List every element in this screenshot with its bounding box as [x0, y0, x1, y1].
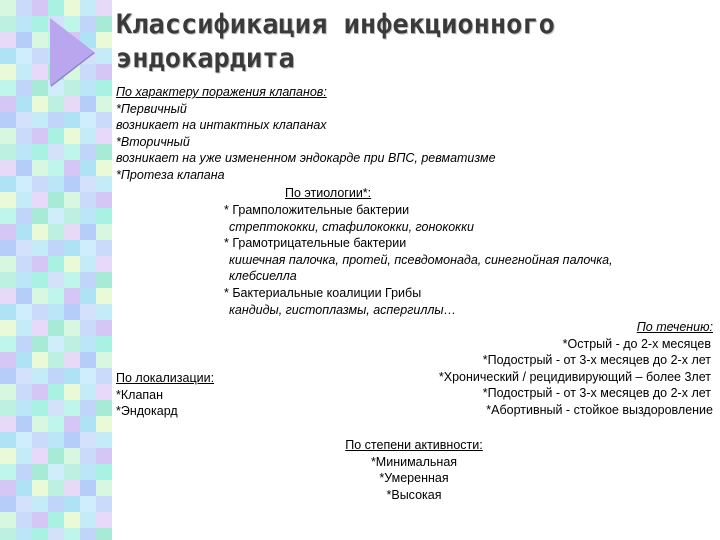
mosaic-tile: [64, 208, 80, 224]
valve-damage-line: возникает на уже измененном эндокарде при ВПС, ревматизме: [116, 151, 496, 166]
mosaic-tile: [96, 288, 112, 304]
mosaic-tile: [32, 64, 48, 80]
mosaic-tile: [32, 256, 48, 272]
mosaic-tile: [80, 0, 96, 16]
mosaic-tile: [32, 336, 48, 352]
mosaic-tile: [48, 144, 64, 160]
mosaic-tile: [64, 224, 80, 240]
mosaic-tile: [0, 112, 16, 128]
mosaic-tile: [48, 528, 64, 540]
mosaic-tile: [64, 400, 80, 416]
mosaic-tile: [96, 208, 112, 224]
mosaic-tile: [96, 368, 112, 384]
page-title: Классификация инфекционного эндокардита: [116, 9, 555, 74]
mosaic-tile: [16, 272, 32, 288]
activity-heading: По степени активности:: [345, 438, 483, 452]
mosaic-tile: [0, 512, 16, 528]
course-line: *Подострый - от 3-х месяцев до 2-х лет: [482, 353, 711, 368]
mosaic-tile: [16, 48, 32, 64]
mosaic-tile: [80, 256, 96, 272]
mosaic-tile: [32, 160, 48, 176]
mosaic-tile: [80, 528, 96, 540]
mosaic-tile: [16, 432, 32, 448]
mosaic-tile: [64, 448, 80, 464]
mosaic-tile: [48, 304, 64, 320]
mosaic-tile: [80, 112, 96, 128]
triangle-play-icon: [50, 18, 94, 86]
mosaic-tile: [16, 112, 32, 128]
mosaic-tile: [48, 384, 64, 400]
mosaic-tile: [96, 80, 112, 96]
valve-damage-section: [116, 84, 496, 184]
mosaic-tile: [32, 32, 48, 48]
mosaic-tile: [16, 96, 32, 112]
mosaic-tile: [48, 128, 64, 144]
mosaic-tile: [0, 464, 16, 480]
mosaic-tile: [0, 80, 16, 96]
mosaic-tile: [64, 0, 80, 16]
mosaic-tile: [32, 400, 48, 416]
mosaic-tile: [96, 400, 112, 416]
mosaic-tile: [32, 368, 48, 384]
mosaic-tile: [0, 288, 16, 304]
mosaic-tile: [48, 512, 64, 528]
mosaic-tile: [32, 176, 48, 192]
mosaic-tile: [96, 224, 112, 240]
mosaic-tile: [96, 176, 112, 192]
mosaic-tile: [0, 400, 16, 416]
mosaic-tile: [48, 352, 64, 368]
mosaic-tile: [80, 352, 96, 368]
mosaic-tile: [96, 256, 112, 272]
mosaic-tile: [80, 416, 96, 432]
mosaic-tile: [80, 384, 96, 400]
mosaic-tile: [32, 48, 48, 64]
mosaic-tile: [80, 272, 96, 288]
mosaic-tile: [16, 320, 32, 336]
mosaic-tile: [0, 96, 16, 112]
valve-damage-heading: По характеру поражения клапанов:: [116, 85, 327, 99]
mosaic-tile: [80, 144, 96, 160]
course-line: *Абортивный - стойкое выздоровление: [486, 402, 713, 417]
mosaic-tile: [80, 176, 96, 192]
mosaic-tile: [16, 128, 32, 144]
etiology-line: кишечная палочка, протей, псевдомонада, синегнойная палочка,: [229, 252, 613, 267]
mosaic-tile: [0, 32, 16, 48]
mosaic-tile: [32, 528, 48, 540]
mosaic-tile: [96, 64, 112, 80]
mosaic-tile: [64, 128, 80, 144]
etiology-line: стрептококки, стафилококки, гонококки: [229, 219, 474, 234]
mosaic-tile: [0, 64, 16, 80]
mosaic-tile: [16, 384, 32, 400]
course-heading: По течению:: [636, 320, 713, 334]
mosaic-tile: [0, 256, 16, 272]
mosaic-tile: [0, 496, 16, 512]
mosaic-tile: [48, 336, 64, 352]
mosaic-tile: [96, 96, 112, 112]
mosaic-tile: [16, 0, 32, 16]
mosaic-tile: [96, 336, 112, 352]
mosaic-tile: [0, 432, 16, 448]
mosaic-tile: [0, 384, 16, 400]
mosaic-tile: [16, 464, 32, 480]
mosaic-tile: [32, 448, 48, 464]
mosaic-tile: [64, 144, 80, 160]
mosaic-tile: [48, 112, 64, 128]
mosaic-tile: [0, 352, 16, 368]
mosaic-tile: [96, 416, 112, 432]
mosaic-tile: [0, 208, 16, 224]
mosaic-tile: [0, 160, 16, 176]
mosaic-tile: [96, 320, 112, 336]
mosaic-tile: [96, 0, 112, 16]
mosaic-tile: [32, 272, 48, 288]
mosaic-tile: [32, 304, 48, 320]
mosaic-tile: [96, 160, 112, 176]
mosaic-tile: [64, 512, 80, 528]
mosaic-tile: [0, 224, 16, 240]
course-section: [439, 319, 713, 419]
mosaic-tile: [64, 112, 80, 128]
mosaic-tile: [64, 464, 80, 480]
mosaic-tile: [48, 176, 64, 192]
mosaic-tile: [64, 192, 80, 208]
mosaic-tile: [32, 224, 48, 240]
mosaic-tile: [16, 304, 32, 320]
mosaic-tile: [80, 496, 96, 512]
mosaic-tile: [64, 368, 80, 384]
mosaic-tile: [64, 336, 80, 352]
etiology-line: * Бактериальные коалиции Грибы: [224, 285, 422, 300]
mosaic-tile: [96, 240, 112, 256]
course-line: *Острый - до 2-х месяцев: [562, 336, 711, 351]
mosaic-tile: [0, 480, 16, 496]
mosaic-tile: [16, 144, 32, 160]
mosaic-tile: [48, 256, 64, 272]
mosaic-tile: [32, 384, 48, 400]
mosaic-tile: [64, 96, 80, 112]
mosaic-tile: [48, 160, 64, 176]
mosaic-tile: [32, 112, 48, 128]
mosaic-tile: [32, 192, 48, 208]
etiology-heading: По этиологии*:: [285, 186, 372, 200]
mosaic-tile: [80, 208, 96, 224]
mosaic-tile: [48, 240, 64, 256]
activity-line: *Умеренная: [379, 471, 449, 486]
mosaic-tile: [64, 160, 80, 176]
mosaic-tile: [48, 288, 64, 304]
mosaic-tile: [96, 32, 112, 48]
mosaic-tile: [48, 448, 64, 464]
mosaic-tile: [0, 144, 16, 160]
mosaic-tile: [32, 432, 48, 448]
mosaic-tile: [64, 384, 80, 400]
mosaic-tile: [96, 144, 112, 160]
mosaic-tile: [64, 480, 80, 496]
course-line: *Хронический / рецидивирующий – более 3лет: [438, 369, 711, 384]
mosaic-tile: [96, 192, 112, 208]
mosaic-tile: [64, 240, 80, 256]
mosaic-tile: [96, 304, 112, 320]
mosaic-tile: [16, 224, 32, 240]
mosaic-tile: [96, 432, 112, 448]
mosaic-tile: [48, 96, 64, 112]
mosaic-tile: [16, 352, 32, 368]
etiology-line: клебсиелла: [229, 269, 297, 284]
mosaic-tile: [96, 464, 112, 480]
mosaic-tile: [0, 528, 16, 540]
mosaic-tile: [64, 256, 80, 272]
mosaic-tile: [16, 528, 32, 540]
mosaic-tile: [0, 240, 16, 256]
mosaic-tile: [32, 496, 48, 512]
mosaic-tile: [48, 496, 64, 512]
mosaic-tile: [80, 304, 96, 320]
mosaic-tile: [96, 272, 112, 288]
mosaic-tile: [48, 208, 64, 224]
mosaic-tile: [32, 480, 48, 496]
mosaic-tile: [16, 448, 32, 464]
mosaic-tile: [16, 16, 32, 32]
mosaic-tile: [96, 528, 112, 540]
valve-damage-line: возникает на интактных клапанах: [116, 118, 327, 133]
mosaic-tile: [32, 320, 48, 336]
mosaic-tile: [64, 272, 80, 288]
mosaic-tile: [80, 192, 96, 208]
mosaic-tile: [80, 480, 96, 496]
mosaic-tile: [0, 368, 16, 384]
mosaic-tile: [16, 208, 32, 224]
mosaic-tile: [64, 528, 80, 540]
mosaic-tile: [16, 400, 32, 416]
mosaic-tile: [64, 496, 80, 512]
mosaic-tile: [48, 192, 64, 208]
mosaic-tile: [16, 368, 32, 384]
mosaic-tile: [96, 448, 112, 464]
mosaic-tile: [80, 128, 96, 144]
mosaic-tile: [80, 224, 96, 240]
mosaic-tile: [16, 416, 32, 432]
mosaic-tile: [0, 128, 16, 144]
mosaic-tile: [16, 32, 32, 48]
mosaic-tile: [64, 304, 80, 320]
mosaic-tile: [16, 512, 32, 528]
mosaic-tile: [16, 192, 32, 208]
mosaic-tile: [16, 496, 32, 512]
mosaic-tile: [32, 208, 48, 224]
activity-section: [314, 437, 514, 503]
etiology-section: [224, 202, 613, 318]
localization-heading: По локализации:: [116, 371, 215, 385]
mosaic-tile: [48, 480, 64, 496]
activity-line: *Высокая: [386, 487, 442, 502]
mosaic-tile: [48, 400, 64, 416]
mosaic-tile: [64, 320, 80, 336]
mosaic-tile: [0, 48, 16, 64]
mosaic-tile: [80, 368, 96, 384]
localization-line: *Клапан: [116, 387, 164, 402]
mosaic-tile: [80, 400, 96, 416]
valve-damage-line: *Протеза клапана: [116, 167, 225, 182]
mosaic-tile: [80, 240, 96, 256]
mosaic-tile: [96, 512, 112, 528]
valve-damage-line: *Вторичный: [116, 134, 190, 149]
mosaic-tile: [80, 432, 96, 448]
mosaic-tile: [0, 16, 16, 32]
mosaic-tile: [96, 128, 112, 144]
mosaic-tile: [64, 352, 80, 368]
mosaic-tile: [16, 64, 32, 80]
etiology-line: кандиды, гистоплазмы, аспергиллы…: [229, 302, 457, 317]
activity-line: *Минимальная: [370, 454, 458, 469]
mosaic-tile: [96, 384, 112, 400]
mosaic-tile: [48, 368, 64, 384]
localization-section: [116, 370, 214, 420]
mosaic-tile: [16, 160, 32, 176]
mosaic-tile: [64, 432, 80, 448]
mosaic-tile: [32, 352, 48, 368]
mosaic-tile: [48, 432, 64, 448]
mosaic-tile: [96, 16, 112, 32]
mosaic-tile: [32, 464, 48, 480]
valve-damage-line: *Первичный: [116, 101, 187, 116]
mosaic-tile: [0, 176, 16, 192]
mosaic-tile: [48, 272, 64, 288]
mosaic-tile: [80, 320, 96, 336]
mosaic-tile: [96, 112, 112, 128]
mosaic-tile: [96, 352, 112, 368]
mosaic-tile: [0, 272, 16, 288]
mosaic-tile: [32, 144, 48, 160]
mosaic-tile: [48, 464, 64, 480]
mosaic-tile: [80, 160, 96, 176]
mosaic-tile: [32, 80, 48, 96]
mosaic-tile: [48, 224, 64, 240]
course-line: *Подострый - от 3-х месяцев до 2-х лет: [482, 386, 711, 401]
mosaic-tile: [0, 0, 16, 16]
mosaic-tile: [16, 288, 32, 304]
mosaic-tile: [96, 480, 112, 496]
mosaic-tile: [80, 448, 96, 464]
mosaic-tile: [16, 80, 32, 96]
mosaic-tile: [64, 176, 80, 192]
mosaic-tile: [0, 448, 16, 464]
mosaic-tile: [16, 256, 32, 272]
mosaic-tile: [96, 48, 112, 64]
mosaic-tile: [80, 512, 96, 528]
etiology-line: * Грамотрицательные бактерии: [224, 236, 407, 251]
etiology-line: * Грамположительные бактерии: [224, 203, 410, 217]
mosaic-tile: [80, 464, 96, 480]
mosaic-tile: [96, 496, 112, 512]
mosaic-tile: [32, 512, 48, 528]
mosaic-tile: [16, 240, 32, 256]
mosaic-tile: [0, 336, 16, 352]
mosaic-tile: [64, 416, 80, 432]
mosaic-tile: [16, 480, 32, 496]
mosaic-tile: [32, 0, 48, 16]
localization-line: *Эндокард: [116, 404, 178, 419]
mosaic-tile: [32, 16, 48, 32]
mosaic-tile: [0, 416, 16, 432]
mosaic-tile: [0, 192, 16, 208]
mosaic-tile: [32, 240, 48, 256]
mosaic-tile: [64, 288, 80, 304]
mosaic-tile: [32, 416, 48, 432]
mosaic-tile: [0, 304, 16, 320]
mosaic-tile: [32, 288, 48, 304]
mosaic-tile: [0, 320, 16, 336]
mosaic-tile: [48, 320, 64, 336]
mosaic-tile: [80, 288, 96, 304]
mosaic-tile: [16, 336, 32, 352]
mosaic-tile: [80, 96, 96, 112]
mosaic-tile: [32, 96, 48, 112]
mosaic-tile: [48, 0, 64, 16]
mosaic-tile: [16, 176, 32, 192]
mosaic-tile: [32, 128, 48, 144]
mosaic-tile: [48, 416, 64, 432]
mosaic-tile: [80, 336, 96, 352]
